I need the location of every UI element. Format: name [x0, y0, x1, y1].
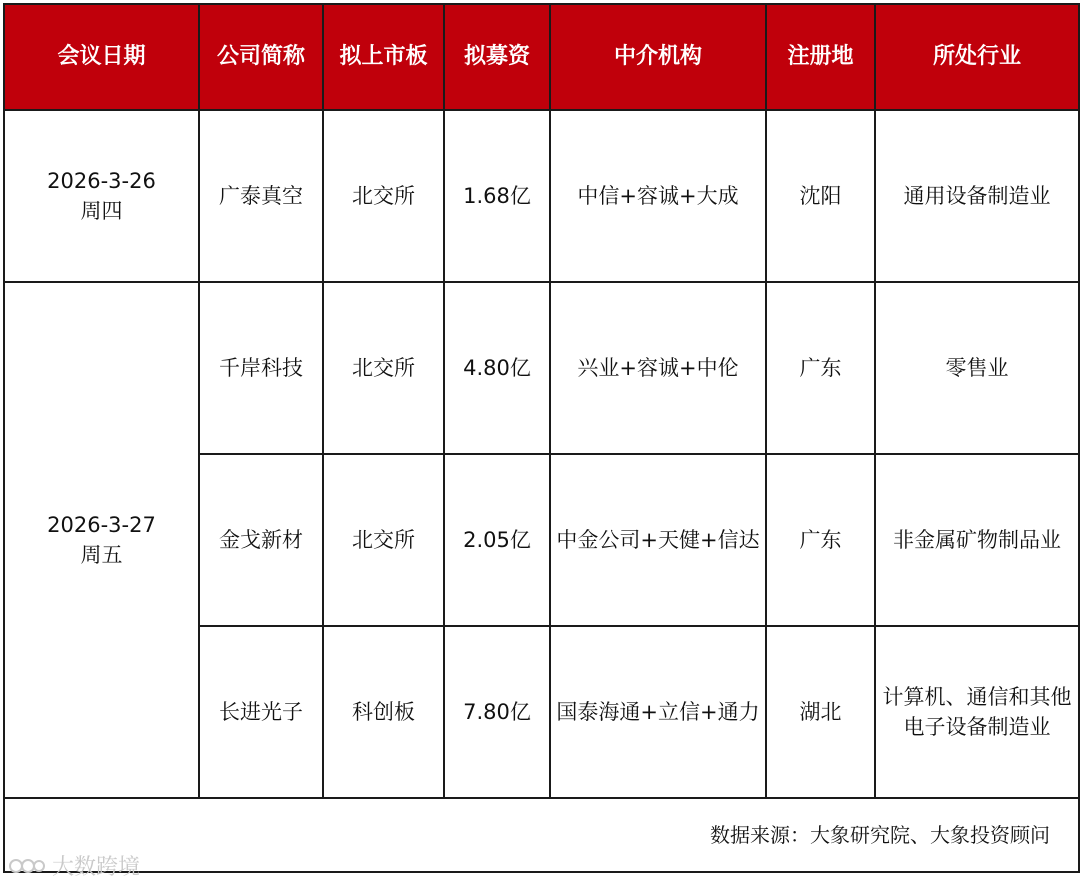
- header-agents: 中介机构: [550, 4, 766, 110]
- company-cell: 长进光子: [199, 626, 323, 798]
- meeting-date-cell: [4, 282, 199, 798]
- company-cell: 金戈新材: [199, 454, 323, 626]
- raise-cell: 7.80亿: [444, 626, 550, 798]
- ipo-meeting-table: [3, 3, 1080, 873]
- meeting-date: 2026-3-27: [47, 513, 156, 537]
- header-industry: 所处行业: [875, 4, 1079, 110]
- header-company: 公司简称: [199, 4, 323, 110]
- industry-cell: 非金属矿物制品业: [875, 454, 1079, 626]
- board-cell: 北交所: [323, 282, 444, 454]
- location-cell: 广东: [766, 282, 875, 454]
- watermark-text: 大数跨境: [52, 855, 141, 880]
- watermark: [8, 850, 140, 881]
- brand-logo-icon: [8, 854, 46, 878]
- agents-cell: 兴业+容诚+中伦: [550, 282, 766, 454]
- industry-cell: 通用设备制造业: [875, 110, 1079, 282]
- agents-cell: 中金公司+天健+信达: [550, 454, 766, 626]
- raise-cell: 1.68亿: [444, 110, 550, 282]
- table-row: [4, 110, 1079, 282]
- source-note: 数据来源：大象研究院、大象投资顾问: [4, 798, 1079, 872]
- agents-cell: 中信+容诚+大成: [550, 110, 766, 282]
- location-cell: 沈阳: [766, 110, 875, 282]
- board-cell: 北交所: [323, 110, 444, 282]
- agents-cell: 国泰海通+立信+通力: [550, 626, 766, 798]
- board-cell: 科创板: [323, 626, 444, 798]
- raise-cell: 4.80亿: [444, 282, 550, 454]
- board-cell: 北交所: [323, 454, 444, 626]
- location-cell: 湖北: [766, 626, 875, 798]
- meeting-date-cell: [4, 110, 199, 282]
- meeting-weekday: 周五: [80, 543, 123, 567]
- header-meeting-date: 会议日期: [4, 4, 199, 110]
- industry-cell: 零售业: [875, 282, 1079, 454]
- company-cell: 广泰真空: [199, 110, 323, 282]
- header-location: 注册地: [766, 4, 875, 110]
- header-row: [4, 4, 1079, 110]
- industry-cell: 计算机、通信和其他 电子设备制造业: [875, 626, 1079, 798]
- table-row: [4, 282, 1079, 454]
- header-raise: 拟募资: [444, 4, 550, 110]
- header-board: 拟上市板: [323, 4, 444, 110]
- location-cell: 广东: [766, 454, 875, 626]
- meeting-weekday: 周四: [80, 199, 123, 223]
- raise-cell: 2.05亿: [444, 454, 550, 626]
- source-row: [4, 798, 1079, 872]
- meeting-date: 2026-3-26: [47, 169, 156, 193]
- company-cell: 千岸科技: [199, 282, 323, 454]
